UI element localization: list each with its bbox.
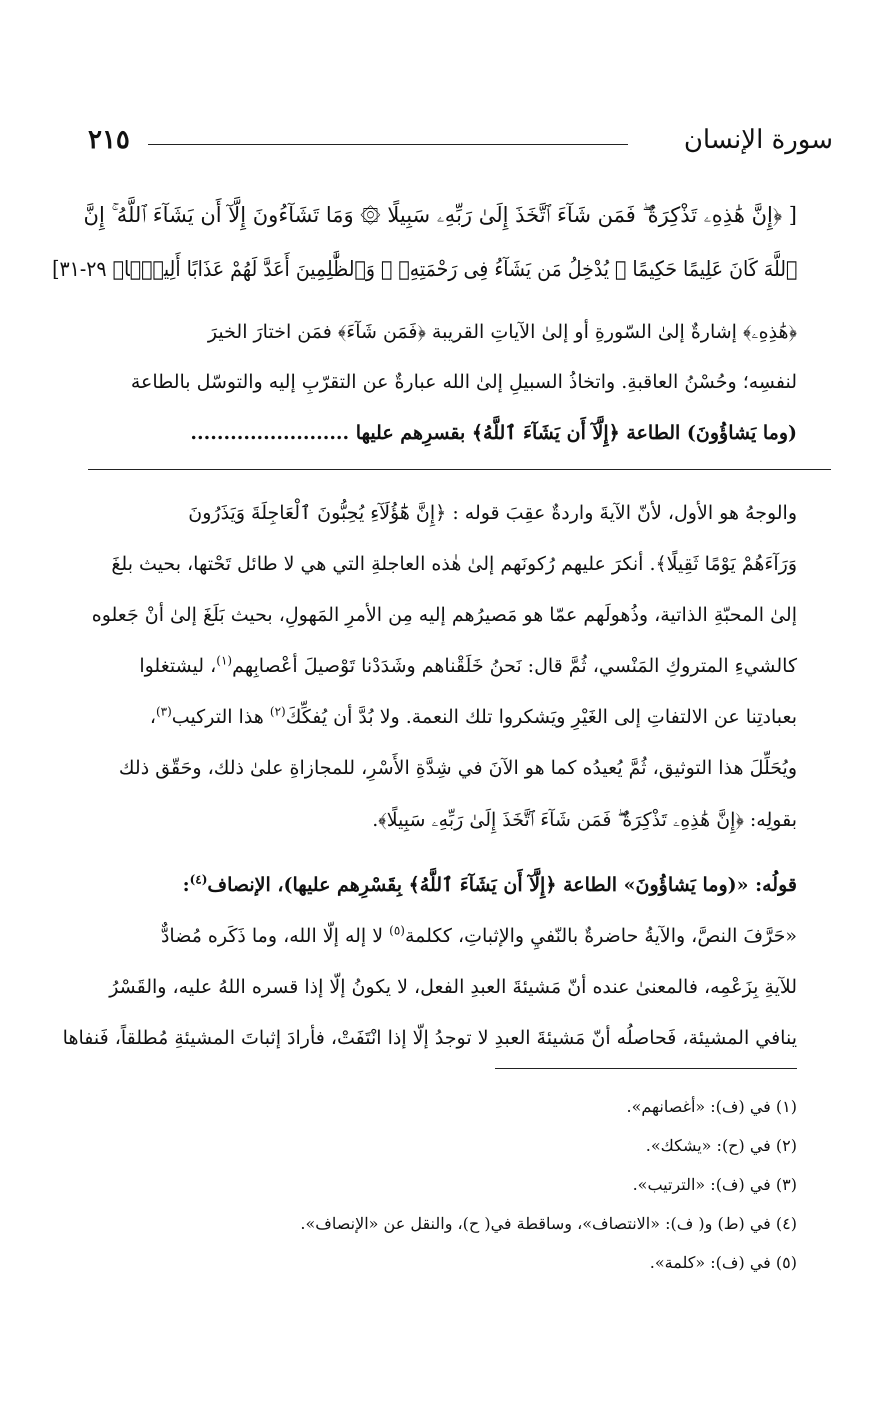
verse-line-2: ٱللَّهَ كَانَ عَلِيمًا حَكِيمًا ۞ يُدْخِلُ مَن يَشَآءُ فِى رَحْمَتِهِۦ ۚ وَٱلظَّٰلِمِينَ أَعَدَّ لَهُمْ عَذَابًا أَلِيمًۢا﴾ ٢٩-٣١]	[51, 257, 798, 281]
footnote-5: (٥) في (ف): «كلمة».	[649, 1253, 797, 1272]
para2-line-2	[161, 921, 797, 951]
para1-line-4	[139, 651, 797, 681]
para2-line-2-tail: لا إله إلّا الله، وما ذَكَره مُضادٌّ	[160, 925, 390, 947]
para1-line-5-mid: هذا التركيب	[171, 706, 270, 728]
para1-line-2: وَرَآءَهُمْ يَوْمًا ثَقِيلًا﴾. أنكرَ عليهم رُكونَهم إلىٰ هٰذه العاجلةِ التي هي لا طائل تَحْتها، بحيث بلغَ	[111, 553, 797, 575]
para1-line-1: والوجهُ هو الأول، لأنّ الآيةَ واردةٌ عقِبَ قوله : ﴿إِنَّ هَٰٓؤُلَآءِ يُحِبُّونَ ٱلْعَاجِلَةَ وَيَذَرُونَ	[188, 502, 797, 524]
para1-line-5	[150, 702, 797, 732]
tafsir-line-2: لنفسِه؛ وحُسْنُ العاقبةِ. واتخاذُ السبيلِ إلىٰ الله عبارةٌ عن التقرّبِ إليه والتوسّل بالطاعة	[130, 371, 797, 393]
para2-line-1	[183, 870, 797, 900]
section-divider	[88, 469, 831, 470]
page-header	[88, 118, 833, 162]
para1-line-3: إلىٰ المحبّةِ الذاتية، وذُهولَهم عمّا هو مَصيرُهم إليه مِن الأمرِ المَهولِ، بحيث بَلَغَ إلىٰ أنْ جَعلوه	[91, 604, 797, 626]
para2-line-1-colon: :	[182, 874, 190, 896]
para1-line-7: بقولِه: ﴿إِنَّ هَٰذِهِۦ تَذْكِرَةٌ ۖ فَمَن شَآءَ ٱتَّخَذَ إِلَىٰ رَبِّهِۦ سَبِيلًا﴾.	[372, 809, 797, 831]
footnote-4: (٤) في (ط) و( ف): «الانتصاف»، وساقطة في( ح)، والنقل عن «الإنصاف».	[300, 1214, 797, 1233]
footnote-3: (٣) في (ف): «الترتيب».	[632, 1175, 797, 1194]
para1-line-4-tail: ، ليشتغلوا	[139, 655, 217, 677]
para2-line-2-text: «حَرَّفَ النصَّ، والآيةُ حاضرةٌ بالنّفيِ والإثباتِ، ككلمة	[404, 925, 797, 947]
para1-line-5-tail: ،	[149, 706, 156, 728]
footnote-1: (١) في (ف): «أغصانهم».	[626, 1097, 797, 1116]
footnote-ref-3[interactable]: (٣)	[155, 704, 172, 719]
footnote-ref-2[interactable]: (٢)	[269, 704, 286, 719]
para2-line-1-text: قولُه: «(وما يَشاؤُونَ» الطاعة ﴿إِلَّآ أَن يَشَآءَ ٱللَّهُ﴾ بِقَسْرِهم عليها)، الإنصاف	[207, 874, 797, 896]
verse-line-1: [ ﴿إِنَّ هَٰذِهِۦ تَذْكِرَةٌ ۖ فَمَن شَآءَ ٱتَّخَذَ إِلَىٰ رَبِّهِۦ سَبِيلًا ۞ وَمَا تَشَآءُونَ إِلَّآ أَن يَشَآءَ ٱللَّهُ ۚ إِنَّ	[83, 203, 797, 227]
footnote-rule	[495, 1068, 797, 1069]
page-number: ٢١٥	[88, 125, 130, 155]
footnote-ref-4[interactable]: (٤)	[189, 872, 208, 887]
para1-line-6: ويُحَلِّلَ هذا التوثيق، ثُمَّ يُعيدُه كما هو الآنَ في شِدَّةِ الأَسْرِ، للمجازاةِ علىٰ ذلك، وحَقّق ذلك	[118, 757, 797, 779]
footnote-ref-5[interactable]: (٥)	[389, 923, 405, 938]
para1-line-5-text: بعبادتِنا عن الالتفاتِ إلى الغَيْرِ ويَشكروا تلك النعمة. ولا بُدَّ أن يُفكِّكَ	[285, 706, 797, 728]
tafsir-line-1: ﴿هَٰذِهِۦ﴾ إشارةٌ إلىٰ السّورةِ أو إلىٰ الآياتِ القريبة ﴿فَمَن شَآءَ﴾ فمَن اختارَ الخيرَ	[207, 321, 797, 343]
para2-line-4: ينافي المشيئة، فَحاصلُه أنّ مَشيئةَ العبدِ لا توجدُ إلّا إذا انْتَفَتْ، فأرادَ إثباتَ المشيئةِ مُطلقاً، فَنفاها	[62, 1027, 797, 1049]
header-rule	[148, 144, 628, 145]
para1-line-4-text: كالشيءِ المتروكِ المَنْسي، ثُمَّ قال: نَحنُ خَلَقْناهم وشَدَدْنا تَوْصيلَ أعْصابِهم	[232, 655, 797, 677]
footnote-2: (٢) في (ح): «يشكك».	[645, 1136, 797, 1155]
para2-line-3: للآيةِ بِزَعْمِه، فالمعنىٰ عنده أنّ مَشيئةَ العبدِ الفعل، لا يكونُ إلّا إذا قسره اللهُ عليه، والقَسْرُ	[109, 976, 797, 998]
footnote-ref-1[interactable]: (١)	[216, 653, 233, 668]
surah-title: سورة الإنسان	[683, 125, 833, 155]
tafsir-line-3: (وما يَشاؤُونَ) الطاعة ﴿إِلَّآ أَن يَشَآءَ ٱللَّهُ﴾ بقسرِهم عليها ........................	[190, 422, 797, 444]
